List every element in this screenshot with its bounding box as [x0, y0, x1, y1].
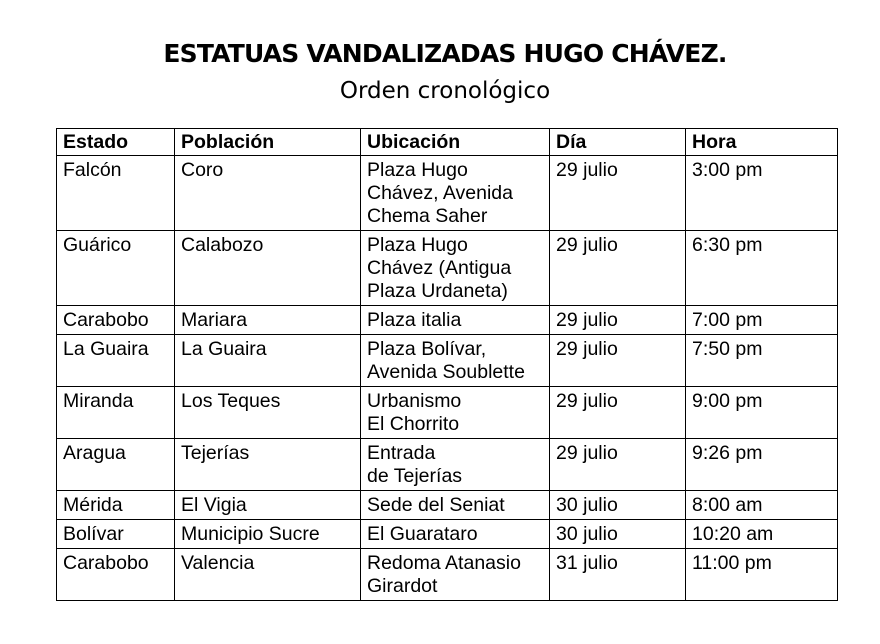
cell-hora: 7:50 pm	[686, 335, 838, 387]
header-ubicacion: Ubicación	[361, 129, 550, 156]
cell-ubicacion: El Guarataro	[361, 520, 550, 549]
cell-dia: 30 julio	[550, 491, 686, 520]
cell-dia: 30 julio	[550, 520, 686, 549]
table-row	[57, 231, 838, 306]
cell-hora: 7:00 pm	[686, 306, 838, 335]
cell-poblacion: Valencia	[175, 549, 361, 601]
cell-poblacion: Municipio Sucre	[175, 520, 361, 549]
cell-hora: 9:26 pm	[686, 439, 838, 491]
header-poblacion: Población	[175, 129, 361, 156]
cell-dia: 29 julio	[550, 387, 686, 439]
table-row	[57, 156, 838, 231]
cell-poblacion: Mariara	[175, 306, 361, 335]
header-estado: Estado	[57, 129, 175, 156]
cell-estado: Bolívar	[57, 520, 175, 549]
document-subtitle: Orden cronológico	[339, 78, 551, 104]
cell-estado: Miranda	[57, 387, 175, 439]
cell-estado: Aragua	[57, 439, 175, 491]
cell-dia: 29 julio	[550, 231, 686, 306]
table-row	[57, 549, 838, 601]
cell-estado: Carabobo	[57, 306, 175, 335]
table-body	[57, 156, 838, 601]
header-hora: Hora	[686, 129, 838, 156]
cell-ubicacion: Plaza Bolívar, Avenida Soublette	[361, 335, 550, 387]
cell-hora: 8:00 am	[686, 491, 838, 520]
table-row	[57, 520, 838, 549]
cell-poblacion: La Guaira	[175, 335, 361, 387]
vandalized-statues-table	[56, 128, 838, 601]
table-row	[57, 306, 838, 335]
cell-ubicacion: Entrada de Tejerías	[361, 439, 550, 491]
cell-ubicacion: Plaza Hugo Chávez (Antigua Plaza Urdaneta)	[361, 231, 550, 306]
cell-estado: Guárico	[57, 231, 175, 306]
table-row	[57, 387, 838, 439]
cell-dia: 29 julio	[550, 306, 686, 335]
table-row	[57, 491, 838, 520]
cell-dia: 29 julio	[550, 156, 686, 231]
cell-estado: Mérida	[57, 491, 175, 520]
cell-ubicacion: Plaza italia	[361, 306, 550, 335]
cell-ubicacion: Sede del Seniat	[361, 491, 550, 520]
cell-dia: 29 julio	[550, 335, 686, 387]
cell-poblacion: Los Teques	[175, 387, 361, 439]
table-row	[57, 335, 838, 387]
header-dia: Día	[550, 129, 686, 156]
cell-poblacion: El Vigia	[175, 491, 361, 520]
table-row	[57, 439, 838, 491]
cell-dia: 29 julio	[550, 439, 686, 491]
cell-ubicacion: Urbanismo El Chorrito	[361, 387, 550, 439]
cell-hora: 9:00 pm	[686, 387, 838, 439]
cell-hora: 3:00 pm	[686, 156, 838, 231]
cell-estado: La Guaira	[57, 335, 175, 387]
cell-hora: 10:20 am	[686, 520, 838, 549]
cell-hora: 11:00 pm	[686, 549, 838, 601]
document-title: ESTATUAS VANDALIZADAS HUGO CHÁVEZ.	[163, 39, 727, 68]
cell-hora: 6:30 pm	[686, 231, 838, 306]
table-header-row	[57, 129, 838, 156]
cell-dia: 31 julio	[550, 549, 686, 601]
cell-poblacion: Tejerías	[175, 439, 361, 491]
cell-poblacion: Calabozo	[175, 231, 361, 306]
cell-poblacion: Coro	[175, 156, 361, 231]
cell-ubicacion: Redoma Atanasio Girardot	[361, 549, 550, 601]
cell-ubicacion: Plaza Hugo Chávez, Avenida Chema Saher	[361, 156, 550, 231]
cell-estado: Falcón	[57, 156, 175, 231]
cell-estado: Carabobo	[57, 549, 175, 601]
